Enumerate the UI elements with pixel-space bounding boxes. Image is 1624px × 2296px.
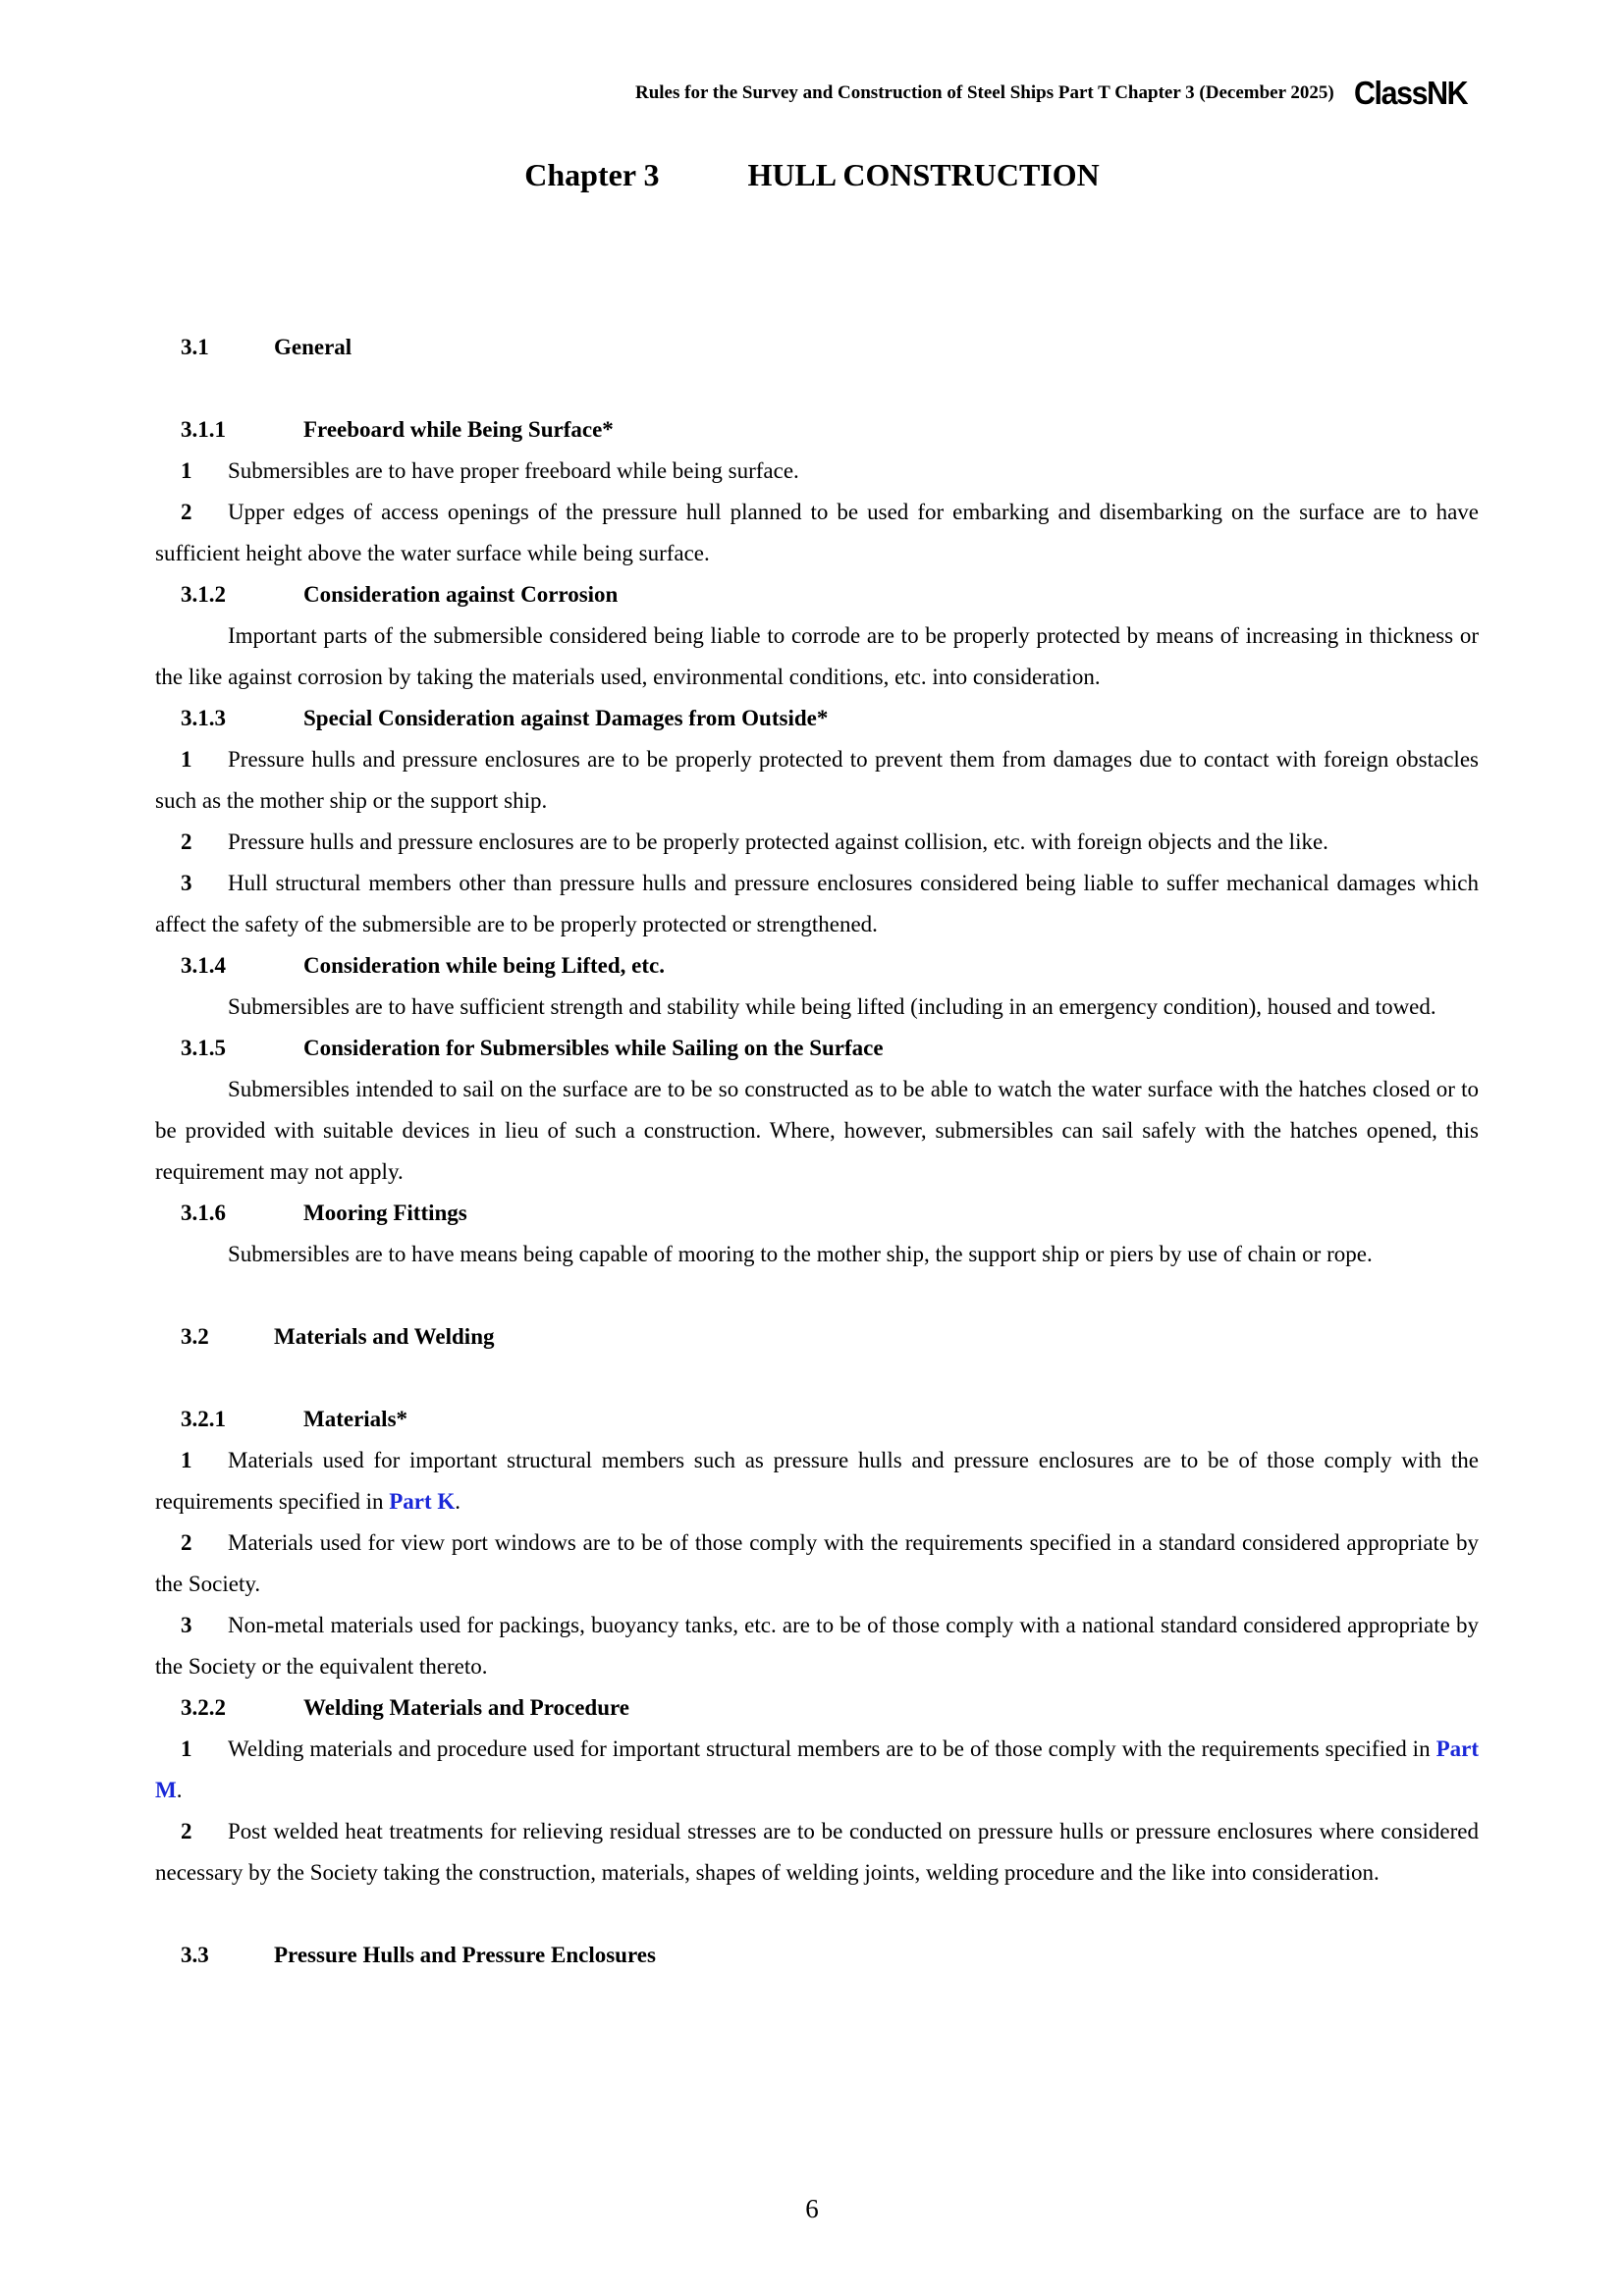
paragraph: Important parts of the submersible considered being liable to corrode are to be properly protected by means of increasing in thickness or the like against corrosion by taking the materials used, environmental conditions, etc. into consideration. — [155, 623, 1479, 689]
page-number: 6 — [805, 2194, 819, 2223]
chapter-heading — [0, 157, 1624, 193]
paragraph: Submersibles are to have sufficient strength and stability while being lifted (including in an emergency condition), housed and towed. — [228, 994, 1436, 1019]
paragraph-item: 2 Pressure hulls and pressure enclosures are to be properly protected against collision, etc. with foreign objects and the like. — [181, 829, 1328, 854]
paragraph-item: 1 Pressure hulls and pressure enclosures are to be properly protected to prevent them from damages due to contact with foreign obstacles such as the mother ship or the support ship. — [155, 747, 1479, 813]
subsection-heading-3-2-1: 3.2.1 Materials* — [181, 1407, 408, 1431]
chapter-title: HULL CONSTRUCTION — [747, 157, 1100, 192]
paragraph-item: 1 Welding materials and procedure used for important structural members are to be of those comply with the requirements specified in Part M. — [155, 1736, 1479, 1802]
part-m-link[interactable]: Part M — [155, 1736, 1479, 1802]
running-header — [635, 77, 1477, 109]
section-heading-3-3: 3.3 Pressure Hulls and Pressure Enclosures — [181, 1943, 656, 1967]
paragraph-item: 1 Materials used for important structural members such as pressure hulls and pressure enclosures are to be of those comply with the requirements specified in Part K. — [155, 1448, 1479, 1514]
paragraph: Submersibles are to have means being capable of mooring to the mother ship, the support ship or piers by use of chain or rope. — [228, 1242, 1373, 1266]
classnk-logo: ClassNK — [1353, 75, 1467, 111]
paragraph: Submersibles intended to sail on the surface are to be so constructed as to be able to watch the water surface with the hatches closed or to be provided with suitable devices in lieu of such a construction. Where, however, submersibles can sail safely with the hatches opened, this requirement may not apply. — [155, 1077, 1479, 1184]
part-k-link[interactable]: Part K — [389, 1489, 456, 1514]
paragraph-item: 1 Submersibles are to have proper freeboard while being surface. — [181, 458, 799, 483]
subsection-heading-3-1-3: 3.1.3 Special Consideration against Damages from Outside* — [181, 706, 829, 730]
subsection-heading-3-1-6: 3.1.6 Mooring Fittings — [181, 1201, 467, 1225]
subsection-heading-3-1-5: 3.1.5 Consideration for Submersibles while Sailing on the Surface — [181, 1036, 884, 1060]
paragraph-item: 3 Non-metal materials used for packings, buoyancy tanks, etc. are to be of those comply with a national standard considered appropriate by the Society or the equivalent thereto. — [155, 1613, 1479, 1679]
section-heading-3-1: 3.1 General — [181, 335, 352, 359]
paragraph-item: 2 Materials used for view port windows are to be of those comply with the requirements specified in a standard considered appropriate by the Society. — [155, 1530, 1479, 1596]
document-body — [155, 327, 1479, 2017]
subsection-heading-3-1-1: 3.1.1 Freeboard while Being Surface* — [181, 417, 614, 442]
running-title: Rules for the Survey and Construction of Steel Ships Part T Chapter 3 (December 2025) — [634, 81, 1334, 103]
paragraph-item: 2 Upper edges of access openings of the pressure hull planned to be used for embarking and disembarking on the surface are to have sufficient height above the water surface while being surface. — [155, 500, 1479, 565]
subsection-heading-3-1-4: 3.1.4 Consideration while being Lifted, etc. — [181, 953, 665, 978]
subsection-heading-3-2-2: 3.2.2 Welding Materials and Procedure — [181, 1695, 629, 1720]
subsection-heading-3-1-2: 3.1.2 Consideration against Corrosion — [181, 582, 619, 607]
paragraph-item: 3 Hull structural members other than pressure hulls and pressure enclosures considered being liable to suffer mechanical damages which affect the safety of the submersible are to be properly protected or strengthened. — [155, 871, 1479, 936]
chapter-number: Chapter 3 — [524, 157, 660, 192]
section-heading-3-2: 3.2 Materials and Welding — [181, 1324, 495, 1349]
paragraph-item: 2 Post welded heat treatments for relieving residual stresses are to be conducted on pressure hulls or pressure enclosures where considered necessary by the Society taking the construction, materials, shapes of welding joints, welding procedure and the like into consideration. — [155, 1819, 1479, 1885]
